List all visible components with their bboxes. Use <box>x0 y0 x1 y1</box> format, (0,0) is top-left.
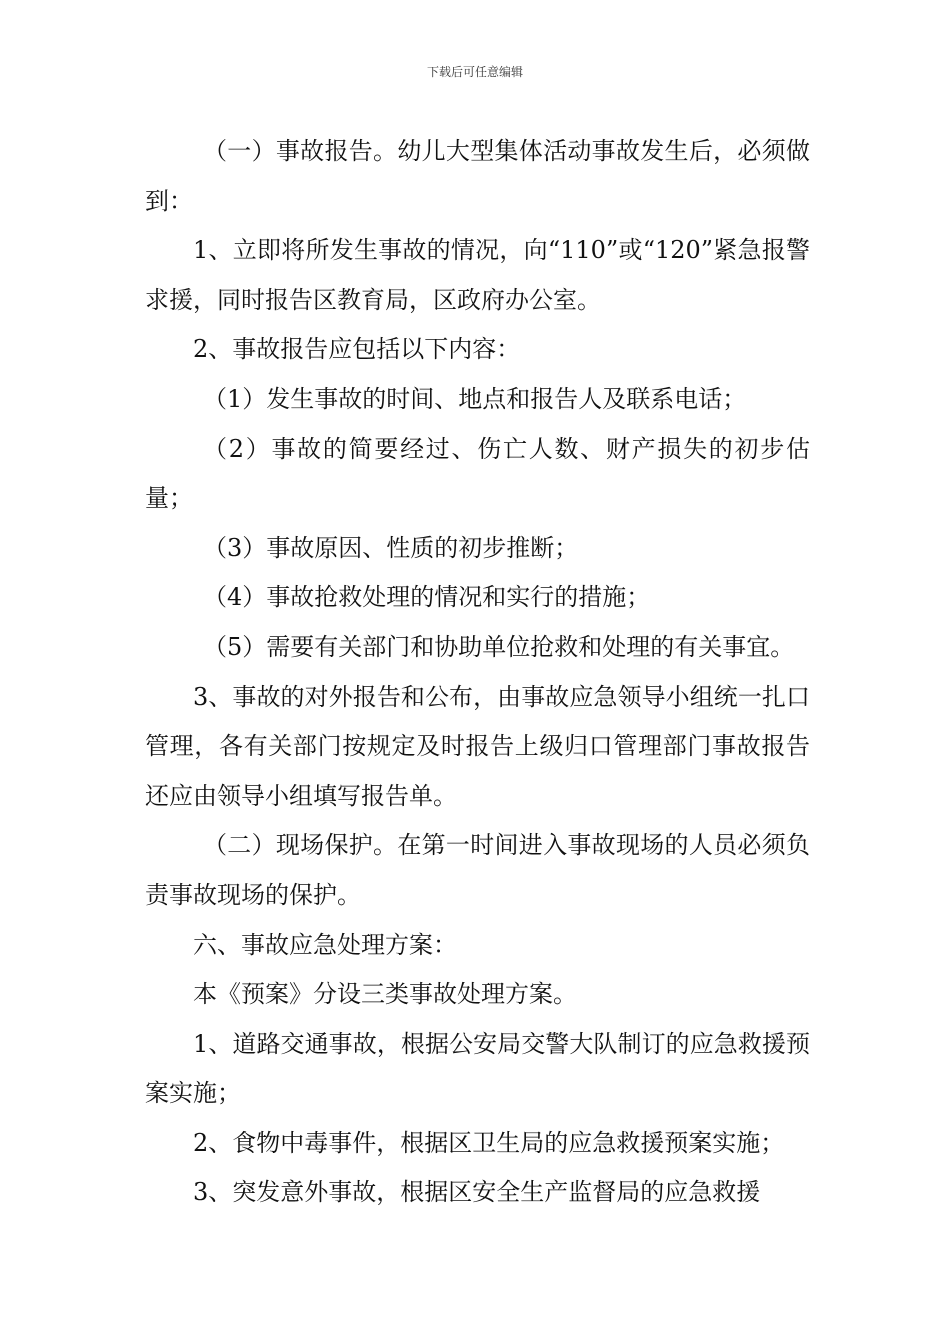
paragraph-plan-3: 3、突发意外事故，根据区安全生产监督局的应急救援 <box>193 1178 761 1207</box>
paragraph-accident-report: （一）事故报告。幼儿大型集体活动事故发生后，必须做到： <box>145 137 810 215</box>
paragraph-item-2: （2）事故的简要经过、伤亡人数、财产损失的初步估量； <box>145 434 810 513</box>
paragraph-section-six: 六、事故应急处理方案： <box>193 930 457 959</box>
paragraph-item-4: （4）事故抢救处理的情况和实行的措施； <box>203 583 651 612</box>
paragraph-step-3: 3、事故的对外报告和公布，由事故应急领导小组统一扎口管理，各有关部门按规定及时报告上级归口管理部门事故报告还应由领导小组填写报告单。 <box>145 682 810 810</box>
paragraph-item-5: （5）需要有关部门和协助单位抢救和处理的有关事宜。 <box>203 632 795 661</box>
paragraph-plan-1: 1、道路交通事故，根据公安局交警大队制订的应急救援预案实施； <box>145 1029 810 1108</box>
paragraph-plan-2: 2、食物中毒事件，根据区卫生局的应急救援预案实施； <box>193 1128 785 1157</box>
paragraph-item-1: （1）发生事故的时间、地点和报告人及联系电话； <box>203 384 747 413</box>
paragraph-step-2: 2、事故报告应包括以下内容： <box>193 335 521 364</box>
document-body <box>145 127 810 1218</box>
paragraph-step-1: 1、立即将所发生事故的情况，向“110”或“120”紧急报警求援，同时报告区教育局，区政府办公室。 <box>145 236 810 314</box>
paragraph-scene-protection: （二）现场保护。在第一时间进入事故现场的人员必须负责事故现场的保护。 <box>145 831 810 909</box>
page-header-note: 下载后可任意编辑 <box>426 65 523 79</box>
paragraph-plan-intro: 本《预案》分设三类事故处理方案。 <box>193 980 577 1009</box>
paragraph-item-3: （3）事故原因、性质的初步推断； <box>203 533 579 562</box>
